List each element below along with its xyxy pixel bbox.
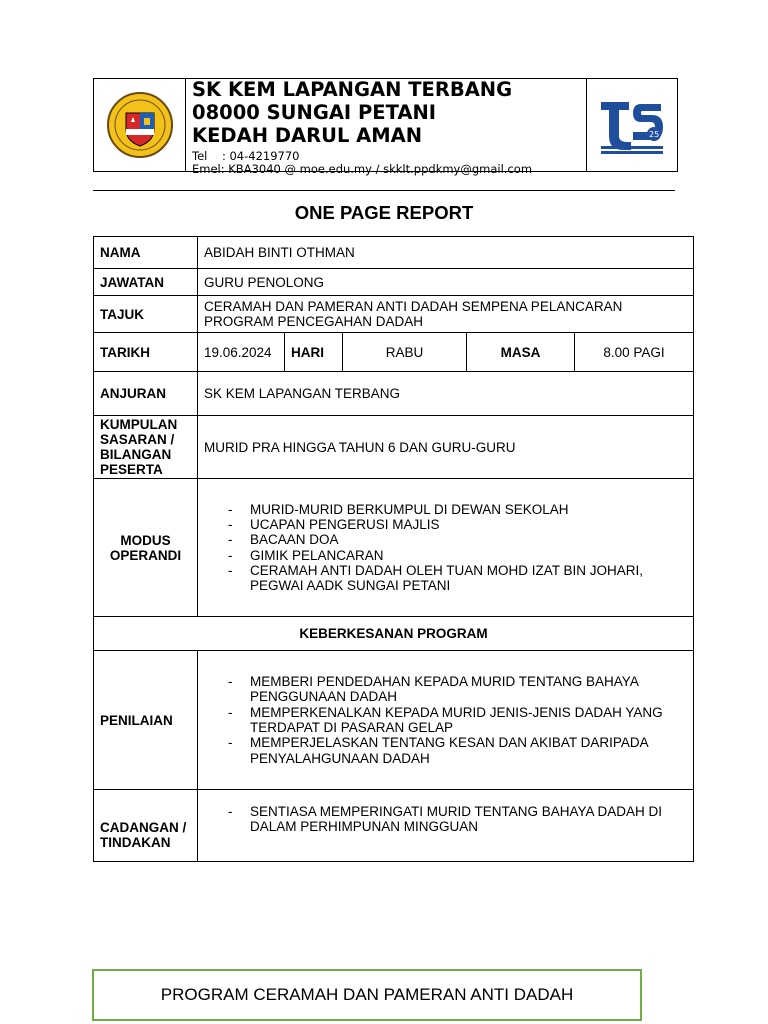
footer-caption: PROGRAM CERAMAH DAN PAMERAN ANTI DADAH: [160, 985, 574, 1004]
row-keberkesanan: [94, 617, 694, 651]
school-name: SK KEM LAPANGAN TERBANG: [192, 78, 513, 101]
label-jawatan: JAWATAN: [94, 269, 198, 296]
label-masa: MASA: [467, 333, 575, 372]
report-table: [93, 236, 694, 862]
cadangan-list: [204, 804, 687, 835]
label-penilaian: PENILAIAN: [94, 651, 198, 790]
value-tarikh: 19.06.2024: [198, 333, 285, 372]
list-item: - MEMPERKENALKAN KEPADA MURID JENIS-JENIS DADAH YANG TERDAPAT DI PASARAN GELAP: [250, 705, 687, 736]
label-tajuk: TAJUK: [94, 296, 198, 333]
value-kumpulan-sasaran: MURID PRA HINGGA TAHUN 6 DAN GURU-GURU: [198, 416, 694, 479]
label-hari: HARI: [285, 333, 343, 372]
school-crest-icon: [106, 91, 174, 159]
ts25-logo-icon: [597, 94, 667, 156]
label-cadangan-tindakan: CADANGAN / TINDAKAN: [94, 790, 198, 862]
row-cadangan: [94, 790, 694, 862]
penilaian-cell: [198, 651, 694, 790]
header-divider: [93, 190, 675, 191]
row-modus-operandi: [94, 479, 694, 617]
value-jawatan: GURU PENOLONG: [198, 269, 694, 296]
list-item: - MEMBERI PENDEDAHAN KEPADA MURID TENTANG BAHAYA PENGGUNAAN DADAH: [250, 674, 687, 705]
left-logo-cell: [94, 79, 186, 171]
penilaian-list: [204, 674, 687, 766]
label-nama: NAMA: [94, 237, 198, 269]
modus-operandi-cell: [198, 479, 694, 617]
label-tarikh: TARIKH: [94, 333, 198, 372]
row-nama: [94, 237, 694, 269]
value-tajuk: CERAMAH DAN PAMERAN ANTI DADAH SEMPENA PELANCARAN PROGRAM PENCEGAHAN DADAH: [198, 296, 694, 333]
value-masa: 8.00 PAGI: [575, 333, 694, 372]
list-item: - BACAAN DOA: [250, 532, 687, 547]
list-item: - MEMPERJELASKAN TENTANG KESAN DAN AKIBAT DARIPADA PENYALAHGUNAAN DADAH: [250, 735, 687, 766]
value-anjuran: SK KEM LAPANGAN TERBANG: [198, 372, 694, 416]
row-kumpulan-sasaran: [94, 416, 694, 479]
school-info: [186, 78, 587, 176]
row-penilaian: [94, 651, 694, 790]
label-anjuran: ANJURAN: [94, 372, 198, 416]
list-item: - GIMIK PELANCARAN: [250, 548, 687, 563]
row-tajuk: [94, 296, 694, 333]
svg-text:25: 25: [649, 130, 660, 139]
label-kumpulan-sasaran: KUMPULAN SASARAN / BILANGAN PESERTA: [94, 416, 198, 479]
value-nama: ABIDAH BINTI OTHMAN: [198, 237, 694, 269]
row-jawatan: [94, 269, 694, 296]
value-hari: RABU: [343, 333, 467, 372]
report-title: ONE PAGE REPORT: [294, 202, 474, 223]
footer-caption-box: [92, 969, 642, 1021]
cadangan-cell: [198, 790, 694, 862]
section-keberkesanan-program: KEBERKESANAN PROGRAM: [94, 617, 694, 651]
letterhead: [93, 78, 678, 176]
right-logo-cell: [587, 79, 677, 171]
school-state: KEDAH DARUL AMAN: [192, 124, 423, 147]
label-modus-operandi: MODUS OPERANDI: [94, 479, 198, 617]
list-item: - UCAPAN PENGERUSI MAJLIS: [250, 517, 687, 532]
list-item: - MURID-MURID BERKUMPUL DI DEWAN SEKOLAH: [250, 502, 687, 517]
school-tel: Tel : 04-4219770: [192, 149, 300, 163]
row-anjuran: [94, 372, 694, 416]
row-tarikh: [94, 333, 694, 372]
list-item: - SENTIASA MEMPERINGATI MURID TENTANG BAHAYA DADAH DI DALAM PERHIMPUNAN MINGGUAN: [250, 804, 687, 835]
school-email: Emel: KBA3040 @ moe.edu.my / skklt.ppdkmy@gmail.com: [192, 162, 533, 176]
list-item: - CERAMAH ANTI DADAH OLEH TUAN MOHD IZAT BIN JOHARI, PEGWAI AADK SUNGAI PETANI: [250, 563, 687, 594]
modus-operandi-list: [204, 502, 687, 594]
school-postcode-town: 08000 SUNGAI PETANI: [192, 101, 437, 124]
